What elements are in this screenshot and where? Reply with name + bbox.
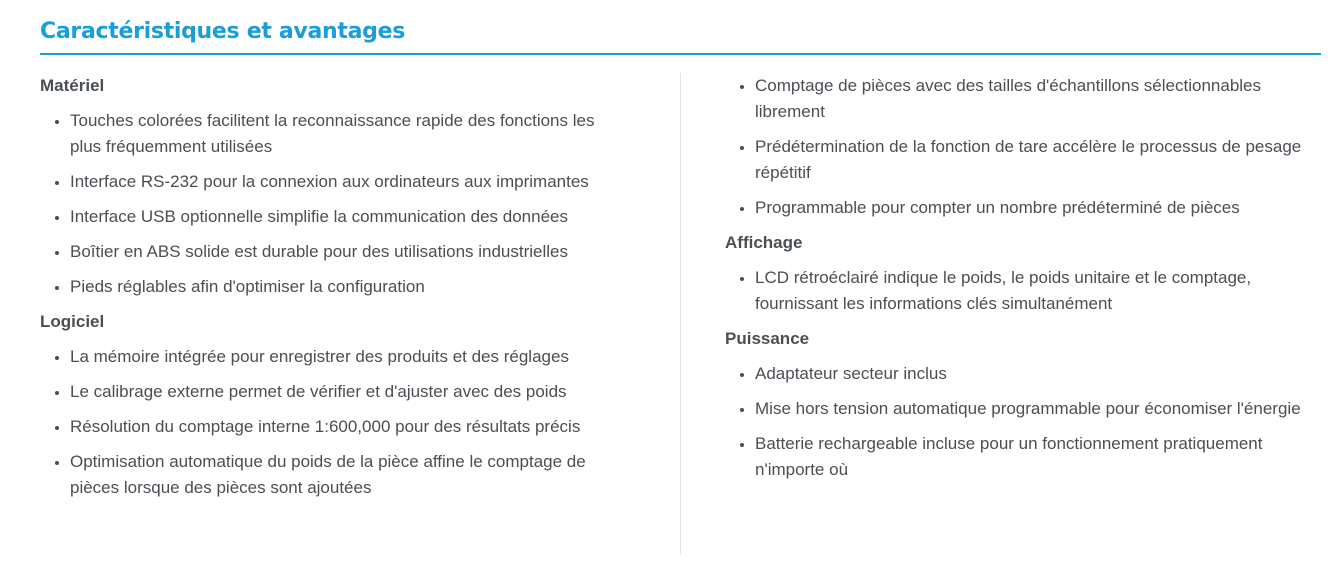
feature-item: • La mémoire intégrée pour enregistrer des produits et des réglages bbox=[70, 344, 610, 370]
feature-item: • Boîtier en ABS solide est durable pour des utilisations industrielles bbox=[70, 239, 610, 265]
feature-item: • Interface RS-232 pour la connexion aux ordinateurs aux imprimantes bbox=[70, 169, 610, 195]
right-column bbox=[725, 73, 1315, 492]
feature-list bbox=[725, 265, 1315, 317]
feature-list bbox=[725, 73, 1315, 221]
feature-item: • Batterie rechargeable incluse pour un fonctionnement pratiquement n'importe où bbox=[755, 431, 1315, 483]
feature-group-heading: Logiciel bbox=[40, 312, 105, 331]
feature-item: • Touches colorées facilitent la reconnaissance rapide des fonctions les plus fréquemment utilisées bbox=[70, 108, 610, 160]
feature-item: • Mise hors tension automatique programmable pour économiser l'énergie bbox=[755, 396, 1315, 422]
feature-item: • Résolution du comptage interne 1:600,000 pour des résultats précis bbox=[70, 414, 610, 440]
feature-item: • Programmable pour compter un nombre prédéterminé de pièces bbox=[755, 195, 1315, 221]
feature-group-heading: Matériel bbox=[40, 76, 105, 95]
feature-item: • Optimisation automatique du poids de la pièce affine le comptage de pièces lorsque des pièces sont ajoutées bbox=[70, 449, 610, 501]
feature-list bbox=[40, 344, 610, 501]
section-title: Caractéristiques et avantages bbox=[40, 19, 406, 44]
feature-item: • Adaptateur secteur inclus bbox=[755, 361, 1315, 387]
feature-item: • Comptage de pièces avec des tailles d'échantillons sélectionnables librement bbox=[755, 73, 1315, 125]
feature-group-heading: Affichage bbox=[725, 233, 803, 252]
feature-list bbox=[725, 361, 1315, 483]
feature-item: • Prédétermination de la fonction de tare accélère le processus de pesage répétitif bbox=[755, 134, 1315, 186]
column-divider bbox=[680, 73, 681, 555]
feature-group-heading: Puissance bbox=[725, 329, 810, 348]
feature-item: • Interface USB optionnelle simplifie la communication des données bbox=[70, 204, 610, 230]
feature-item: • LCD rétroéclairé indique le poids, le poids unitaire et le comptage, fournissant les informations clés simultanément bbox=[755, 265, 1315, 317]
feature-item: • Pieds réglables afin d'optimiser la configuration bbox=[70, 274, 610, 300]
feature-item: • Le calibrage externe permet de vérifier et d'ajuster avec des poids bbox=[70, 379, 610, 405]
feature-list bbox=[40, 108, 610, 300]
left-column bbox=[40, 73, 610, 510]
title-underline bbox=[40, 53, 1321, 55]
